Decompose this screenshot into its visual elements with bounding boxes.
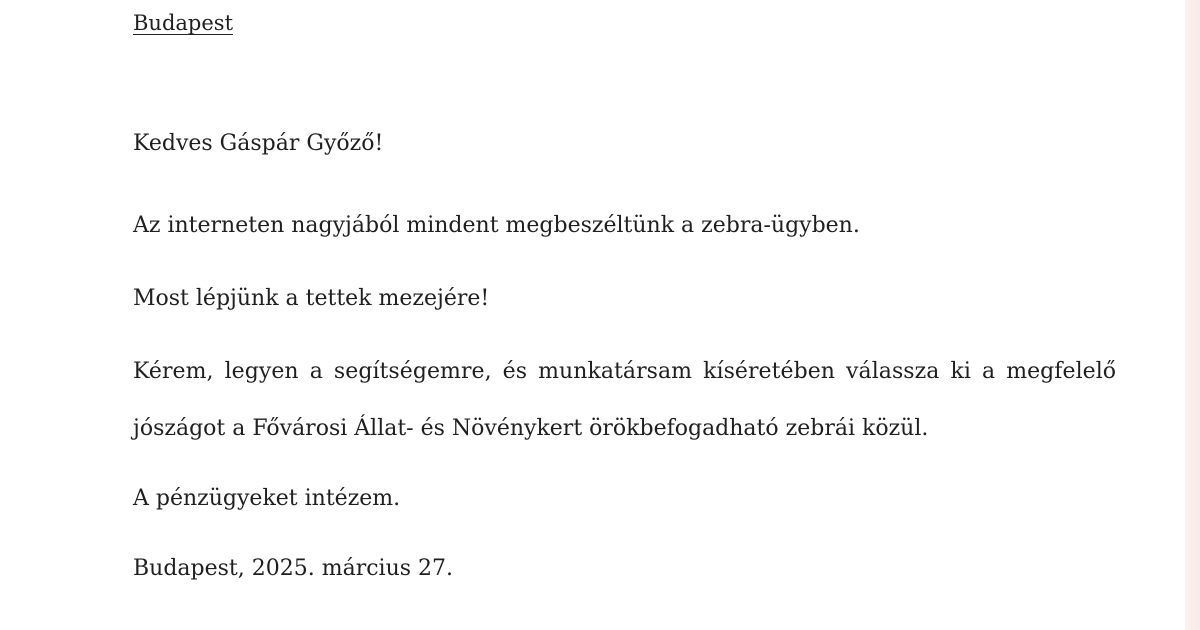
page-edge-strip [1185,0,1200,630]
place-and-date: Budapest, 2025. március 27. [133,556,454,581]
paragraph-3-line-2: jószágot a Fővárosi Állat- és Növénykert örökbefogadható zebrái közül. [133,416,929,441]
salutation: Kedves Gáspár Győző! [133,131,384,156]
paragraph-1: Az interneten nagyjából mindent megbeszéltünk a zebra-ügyben. [133,213,860,238]
paragraph-3-line-1: Kérem, legyen a segítségemre, és munkatársam kíséretében válassza ki a megfelelő [133,359,1117,384]
paragraph-2: Most lépjünk a tettek mezejére! [133,286,490,311]
paragraph-4: A pénzügyeket intézem. [133,486,401,511]
header-city: Budapest [133,11,234,35]
